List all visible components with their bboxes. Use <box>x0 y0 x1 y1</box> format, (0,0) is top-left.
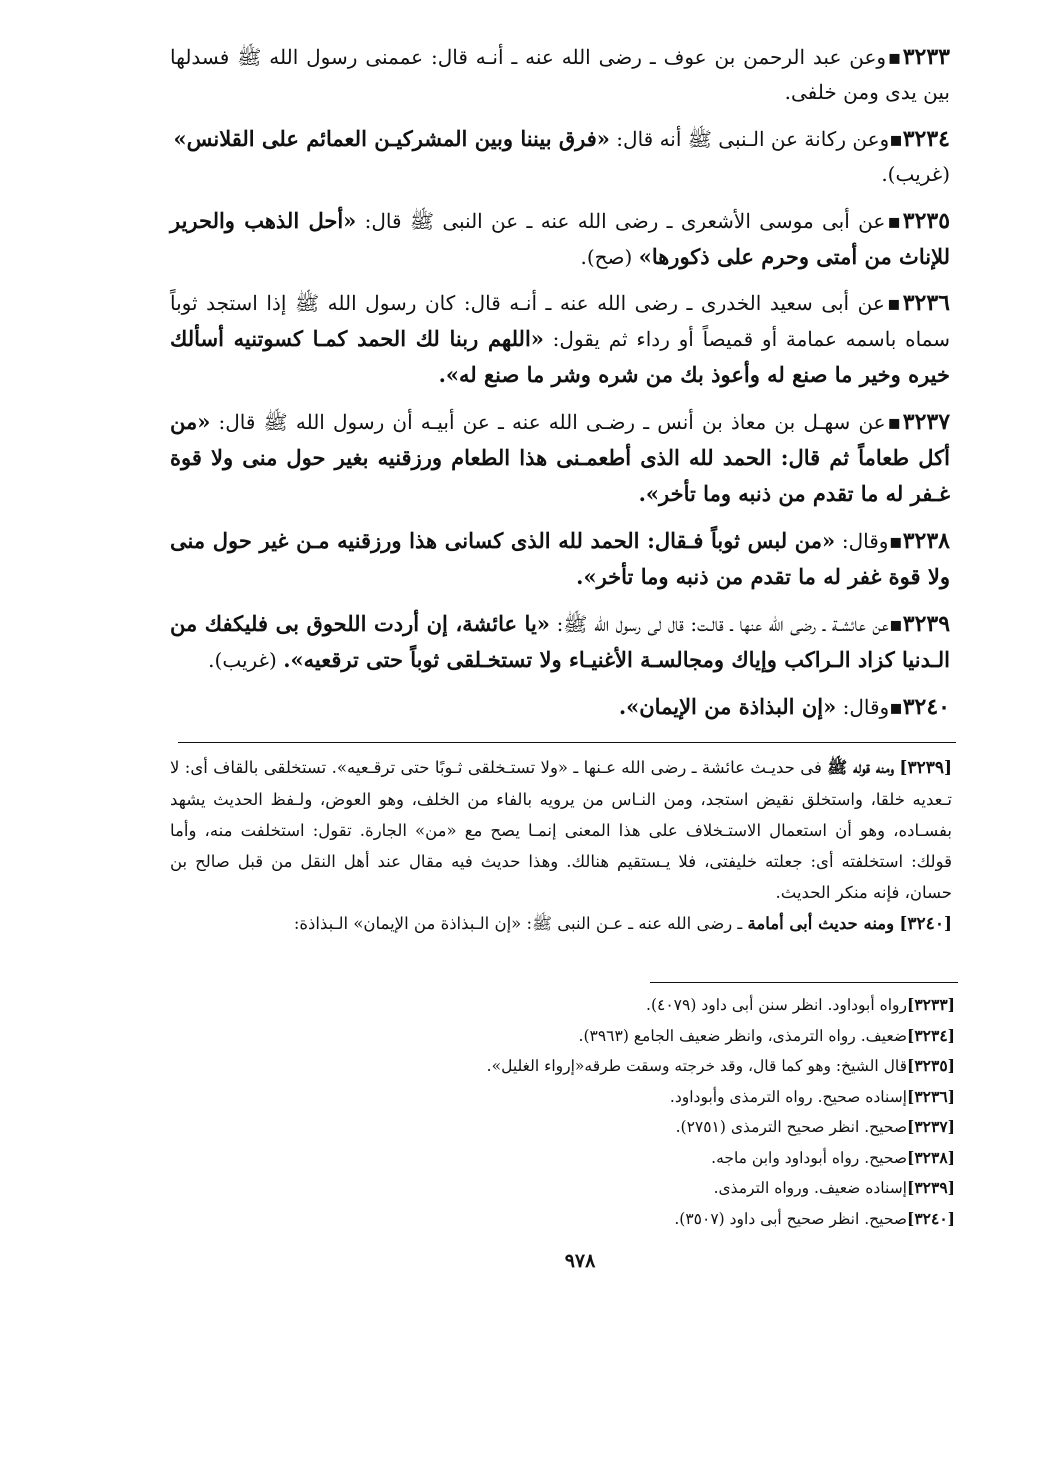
hadith-number: ٣٢٣٣ <box>902 44 950 70</box>
hadith-3233 <box>170 40 950 110</box>
hadith-number: ٣٢٣٤ <box>902 126 950 152</box>
footnote-number: [٣٢٣٧] <box>907 1117 955 1136</box>
hadith-3238 <box>170 523 950 595</box>
footnote-3240 <box>560 1204 955 1235</box>
commentary-lead: ومنه حديث أبى أمامة <box>747 914 895 933</box>
footnote-3236 <box>560 1082 955 1113</box>
footnote-3238 <box>560 1143 955 1174</box>
hadith-3237 <box>170 404 950 512</box>
footnote-3234 <box>560 1021 955 1052</box>
hadith-list <box>170 40 950 736</box>
hadith-text: عن أبى موسى الأشعرى ـ رضى الله عنه ـ عن النبى ﷺ قال: <box>364 209 886 233</box>
footnote-number: [٣٢٣٦] <box>907 1086 955 1106</box>
hadith-grade: (صح). <box>580 245 633 269</box>
hadith-quote: «من لبس ثوباً فـقال: الحمد لله الذى كسانى هذا ورزقنيه مـن غير حول منى ولا قوة غفر له ما تقدم من ذنبه وما تأخر». <box>170 528 950 589</box>
hadith-number: ٣٢٣٧ <box>902 409 951 435</box>
page-number: ٩٧٨ <box>564 1250 596 1272</box>
footnotes <box>486 990 955 1234</box>
hadith-3234 <box>170 121 950 192</box>
hadith-text: عن أبى سعيد الخدرى ـ رضى الله عنه ـ أنـه قال: كان رسول الله ﷺ إذا استجد ثوباً سماه باسمه عمامة أو قميصاً أو رداء ثم يقول: <box>170 291 950 351</box>
footnote-number: [٣٢٣٩] <box>907 1178 955 1197</box>
footnote-number: [٣٢٤٠] <box>907 1208 955 1228</box>
footnote-text: صحيح. رواه أبوداود وابن ماجه. <box>711 1148 907 1167</box>
hadith-text: وعن ركانة عن الـنبى ﷺ أنه قال: <box>616 127 890 151</box>
hadith-quote: «من أكل طعاماً ثم قال: الحمد لله الذى أطعمـنى هذا الطعام ورزقنيه بغير حول منى ولا قوة غـفر له ما تقدم من ذنبه وما تأخر». <box>170 409 950 506</box>
commentary-text: ـ رضى الله عنه ـ عـن النبى ﷺ: «إن الـبذاذة من الإيمان» الـبذاذة: <box>293 914 743 933</box>
hadith-number: ٣٢٣٨ <box>902 528 950 554</box>
hadith-text: وعن عبد الرحمن بن عوف ـ رضى الله عنه ـ أنـه قال: عممنى رسول الله ﷺ فسدلها بين يدى ومن خلفى. <box>170 45 950 104</box>
footnote-3239 <box>560 1173 955 1204</box>
commentary-section <box>170 752 952 940</box>
hadith-number: ٣٢٣٩ <box>902 611 951 637</box>
bullet-mark: ▪ <box>884 291 903 315</box>
hadith-grade: (غريب). <box>208 648 277 672</box>
bullet-mark: ▪ <box>885 410 903 434</box>
footnote-text: إسناده صحيح. رواه الترمذى وأبوداود. <box>669 1087 907 1106</box>
footnote-text: قال الشيخ: وهو كما قال، وقد خرجته وسقت طرقه«إرواء الغليل». <box>486 1057 907 1075</box>
commentary-ref: [٣٢٣٩] <box>899 758 953 778</box>
hadith-3239 <box>170 606 950 678</box>
footnote-number: [٣٢٣٤] <box>907 1025 955 1045</box>
footnote-3233 <box>560 990 955 1021</box>
hadith-quote: «إن البذاذة من الإيمان». <box>618 694 837 719</box>
footnotes-divider <box>650 982 958 983</box>
hadith-grade: (غريب). <box>881 162 950 186</box>
footnote-text: رواه أبوداود. انظر سنن أبى داود (٤٠٧٩). <box>646 996 907 1014</box>
commentary-3240 <box>170 908 952 940</box>
hadith-quote: «أحل الذهب والحرير للإناث من أمتى وحرم على ذكورها» <box>170 208 950 269</box>
hadith-quote: «يا عائشة، إن أردت اللحوق بى فليكفك من الـدنيا كزاد الـراكب وإياك ومجالسـة الأغنيـاء ولا تستخـلقى ثوباً حتى ترقعيه». <box>170 611 950 672</box>
hadith-text: عن عائشـة ـ رضى الله عنها ـ قالـت: قال لى رسول الله ﷺ: <box>556 612 889 636</box>
footnote-number: [٣٢٣٣] <box>907 995 955 1014</box>
commentary-3239 <box>170 752 952 908</box>
footnote-number: [٣٢٣٥] <box>907 1056 955 1075</box>
hadith-number: ٣٢٣٦ <box>902 290 950 316</box>
commentary-lead: ومنه قوله ﷺ <box>827 758 894 777</box>
bullet-mark: ▪ <box>889 695 903 719</box>
footnote-3237 <box>560 1112 955 1143</box>
commentary-ref: [٣٢٤٠] <box>899 914 952 934</box>
hadith-3236 <box>170 286 950 393</box>
footnote-text: صحيح. انظر صحيح الترمذى (٢٧٥١). <box>675 1118 907 1136</box>
footnote-number: [٣٢٣٨] <box>907 1147 955 1167</box>
hadith-quote: «اللهم ربنا لك الحمد كمـا كسوتنيه أسألك خيره وخير ما صنع له وأعوذ بك من شره وشر ما صنع له». <box>170 326 950 387</box>
hadith-quote: «فرق بيننا وبين المشركيـن العمائم على القلانس» <box>173 126 610 151</box>
hadith-text: وقال: <box>842 695 890 719</box>
footnote-text: إسناده ضعيف. ورواه الترمذى. <box>713 1179 907 1197</box>
footnote-text: ضعيف. رواه الترمذى، وانظر ضعيف الجامع (٣٩٦٣). <box>578 1026 907 1045</box>
bullet-mark: ▪ <box>888 612 903 636</box>
hadith-3240 <box>170 689 950 725</box>
footnote-3235 <box>486 1051 955 1082</box>
bullet-mark: ▪ <box>889 127 903 151</box>
hadith-number: ٣٢٤٠ <box>902 694 950 720</box>
hadith-text: وقال: <box>841 529 889 553</box>
hadith-3235 <box>170 203 950 275</box>
commentary-text: فى حديـث عائشة ـ رضى الله عـنها ـ «ولا تستـخلقى ثـوبًا حتى ترقـعيه». تستخلقى بالقاف أى: لا تـعديه خلقا، واستخلق نقيض استجد، ومن النـاس من يرويه بالفاء من الخلف، وهو العوض، ولـفظ الحديث يشهد بفسـاده، وهو أن استعمال الاستـخلاف على هذا المعنى إنمـا يصح مع «من» الجارة. تقول: استخلفت منه، وأما قولك: استخلفته أى: جعلته خليفتى، فلا يـستقيم هنالك. وهذا حديث فيه مقال عند أهل النقل من قبل صالح بن حسان، فإنه منكر الحديث. <box>170 758 952 902</box>
footnote-text: صحيح. انظر صحيح أبى داود (٣٥٠٧). <box>674 1209 907 1228</box>
commentary-divider <box>178 742 956 743</box>
hadith-number: ٣٢٣٥ <box>902 208 951 234</box>
bullet-mark: ▪ <box>886 45 903 69</box>
bullet-mark: ▪ <box>885 209 903 233</box>
hadith-text: عن سهـل بن معاذ بن أنس ـ رضـى الله عنه ـ عن أبيـه أن رسول الله ﷺ قال: <box>218 410 886 434</box>
bullet-mark: ▪ <box>888 529 903 553</box>
